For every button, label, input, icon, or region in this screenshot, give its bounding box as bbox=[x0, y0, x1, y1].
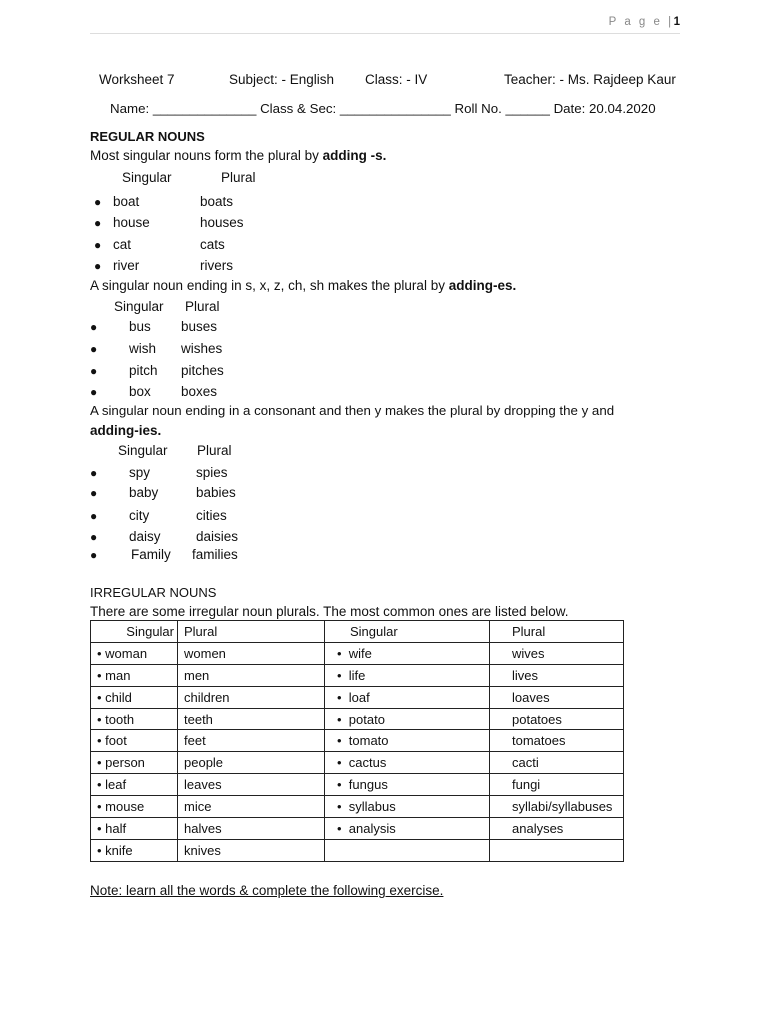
bullet: ● bbox=[90, 385, 98, 399]
bullet: ● bbox=[90, 530, 98, 544]
table-header: Plural bbox=[490, 621, 624, 643]
cell-text: analysis bbox=[348, 820, 396, 836]
table-cell: • child bbox=[91, 686, 178, 708]
bullet: ● bbox=[90, 509, 98, 523]
bullet: • bbox=[337, 645, 349, 661]
table-row bbox=[91, 796, 624, 818]
table-cell: cacti bbox=[490, 752, 624, 774]
table-cell: syllabi/syllabuses bbox=[490, 796, 624, 818]
plural-word: boxes bbox=[181, 384, 218, 399]
table-cell: • person bbox=[91, 752, 178, 774]
bullet: ● bbox=[90, 320, 98, 334]
cell-text: syllabus bbox=[348, 799, 396, 815]
table-cell: lives bbox=[490, 664, 624, 686]
plural-word: cities bbox=[196, 508, 227, 523]
table-cell bbox=[325, 752, 490, 774]
table-cell: mice bbox=[178, 796, 325, 818]
table-cell: • woman bbox=[91, 642, 178, 664]
table-header-row bbox=[91, 621, 624, 643]
table-cell bbox=[325, 730, 490, 752]
plural-word: pitches bbox=[181, 363, 224, 378]
rule-s-text: Most singular nouns form the plural by bbox=[90, 148, 323, 163]
plural-word: cats bbox=[200, 237, 225, 252]
table-header: Singular bbox=[325, 621, 490, 643]
cell-text: loaf bbox=[348, 689, 370, 705]
cell-text: tomato bbox=[348, 733, 389, 749]
singular-word: boat bbox=[113, 194, 140, 209]
plural-word: boats bbox=[200, 194, 234, 209]
rule-s-bold: adding -s. bbox=[322, 148, 387, 163]
table-cell: • foot bbox=[91, 730, 178, 752]
table-row bbox=[91, 818, 624, 840]
table-cell: women bbox=[178, 642, 325, 664]
table-row bbox=[91, 686, 624, 708]
table-cell: fungi bbox=[490, 774, 624, 796]
col-plural: Plural bbox=[221, 170, 256, 185]
bullet: ● bbox=[90, 486, 98, 500]
singular-word: Family bbox=[131, 547, 171, 562]
singular-word: river bbox=[113, 258, 140, 273]
col-singular: Singular bbox=[118, 443, 168, 458]
table-cell: potatoes bbox=[490, 708, 624, 730]
table-header: Singular bbox=[91, 621, 178, 643]
bullet: ● bbox=[94, 238, 102, 252]
table-row bbox=[91, 664, 624, 686]
table-cell: • leaf bbox=[91, 774, 178, 796]
plural-word: spies bbox=[196, 465, 228, 480]
plural-word: houses bbox=[200, 215, 244, 230]
singular-word: city bbox=[129, 508, 150, 523]
cell-text: cactus bbox=[348, 755, 387, 771]
singular-word: house bbox=[113, 215, 150, 230]
table-row bbox=[91, 774, 624, 796]
table-cell bbox=[325, 774, 490, 796]
irregular-heading: IRREGULAR NOUNS bbox=[90, 585, 217, 600]
cell-text: fungus bbox=[348, 777, 388, 793]
cell-text: life bbox=[348, 667, 366, 683]
table-cell bbox=[325, 839, 490, 861]
table-cell: analyses bbox=[490, 818, 624, 840]
table-cell bbox=[325, 796, 490, 818]
rule-s bbox=[90, 148, 386, 163]
bullet: • bbox=[337, 820, 349, 836]
table-cell: leaves bbox=[178, 774, 325, 796]
irregular-nouns-table bbox=[90, 620, 624, 862]
table-cell: children bbox=[178, 686, 325, 708]
table-cell: people bbox=[178, 752, 325, 774]
table-cell bbox=[325, 818, 490, 840]
rule-ies-bold: adding-ies. bbox=[90, 423, 162, 438]
singular-word: wish bbox=[129, 341, 157, 356]
singular-word: box bbox=[129, 384, 151, 399]
table-cell bbox=[490, 839, 624, 861]
rule-es bbox=[90, 278, 516, 293]
table-cell: wives bbox=[490, 642, 624, 664]
table-cell: • tooth bbox=[91, 708, 178, 730]
bullet: • bbox=[337, 667, 349, 683]
bullet: ● bbox=[94, 259, 102, 273]
table-cell: • knife bbox=[91, 839, 178, 861]
teacher-label: Teacher: - Ms. Rajdeep Kaur bbox=[504, 72, 676, 87]
singular-word: spy bbox=[129, 465, 151, 480]
cell-text: wife bbox=[348, 645, 372, 661]
plural-word: rivers bbox=[200, 258, 233, 273]
col-plural: Plural bbox=[197, 443, 232, 458]
table-row bbox=[91, 752, 624, 774]
singular-word: cat bbox=[113, 237, 132, 252]
rule-es-text: A singular noun ending in s, x, z, ch, sh makes the plural by bbox=[90, 278, 449, 293]
rule-es-bold: adding-es. bbox=[448, 278, 517, 293]
table-cell: men bbox=[178, 664, 325, 686]
bullet: • bbox=[337, 777, 349, 793]
name-line: Name: ______________ Class & Sec: _______________ Roll No. ______ Date: 20.04.2020 bbox=[110, 101, 656, 116]
plural-word: buses bbox=[181, 319, 218, 334]
bullet: ● bbox=[90, 548, 98, 562]
bullet: ● bbox=[90, 342, 98, 356]
table-row bbox=[91, 708, 624, 730]
table-row bbox=[91, 839, 624, 861]
table-cell: tomatoes bbox=[490, 730, 624, 752]
table-cell: loaves bbox=[490, 686, 624, 708]
table-cell: • man bbox=[91, 664, 178, 686]
class-label: Class: - IV bbox=[365, 72, 428, 87]
plural-word: wishes bbox=[181, 341, 223, 356]
header-divider bbox=[90, 33, 680, 34]
regular-heading: REGULAR NOUNS bbox=[90, 129, 205, 144]
plural-word: families bbox=[192, 547, 238, 562]
bullet: ● bbox=[94, 216, 102, 230]
plural-word: babies bbox=[196, 485, 236, 500]
table-cell: halves bbox=[178, 818, 325, 840]
plural-word: daisies bbox=[196, 529, 239, 544]
bullet: • bbox=[337, 755, 349, 771]
singular-word: bus bbox=[129, 319, 151, 334]
table-cell bbox=[325, 708, 490, 730]
singular-word: daisy bbox=[129, 529, 161, 544]
worksheet-title: Worksheet 7 bbox=[99, 72, 175, 87]
col-singular: Singular bbox=[114, 299, 164, 314]
col-singular: Singular bbox=[122, 170, 172, 185]
table-row bbox=[91, 730, 624, 752]
page-label: P a g e | bbox=[608, 16, 674, 28]
bullet: • bbox=[337, 799, 349, 815]
singular-word: pitch bbox=[129, 363, 158, 378]
bullet: ● bbox=[90, 466, 98, 480]
table-cell: knives bbox=[178, 839, 325, 861]
col-plural: Plural bbox=[185, 299, 220, 314]
table-cell: • half bbox=[91, 818, 178, 840]
note: Note: learn all the words & complete the following exercise. bbox=[90, 883, 444, 898]
bullet: • bbox=[337, 689, 349, 705]
table-cell: • mouse bbox=[91, 796, 178, 818]
irregular-intro: There are some irregular noun plurals. The most common ones are listed below. bbox=[90, 604, 569, 619]
table-cell: feet bbox=[178, 730, 325, 752]
bullet: • bbox=[337, 711, 349, 727]
table-cell bbox=[325, 642, 490, 664]
bullet: ● bbox=[94, 195, 102, 209]
table-cell: teeth bbox=[178, 708, 325, 730]
table-row bbox=[91, 642, 624, 664]
table-cell bbox=[325, 686, 490, 708]
singular-word: baby bbox=[129, 485, 159, 500]
bullet: • bbox=[337, 733, 349, 749]
cell-text: potato bbox=[348, 711, 385, 727]
page-number-value: 1 bbox=[673, 16, 680, 28]
rule-ies-text: A singular noun ending in a consonant and then y makes the plural by dropping the y and bbox=[90, 403, 615, 418]
table-cell bbox=[325, 664, 490, 686]
subject-label: Subject: - English bbox=[229, 72, 335, 87]
page-number bbox=[609, 16, 680, 28]
table-header: Plural bbox=[178, 621, 325, 643]
bullet: ● bbox=[90, 364, 98, 378]
